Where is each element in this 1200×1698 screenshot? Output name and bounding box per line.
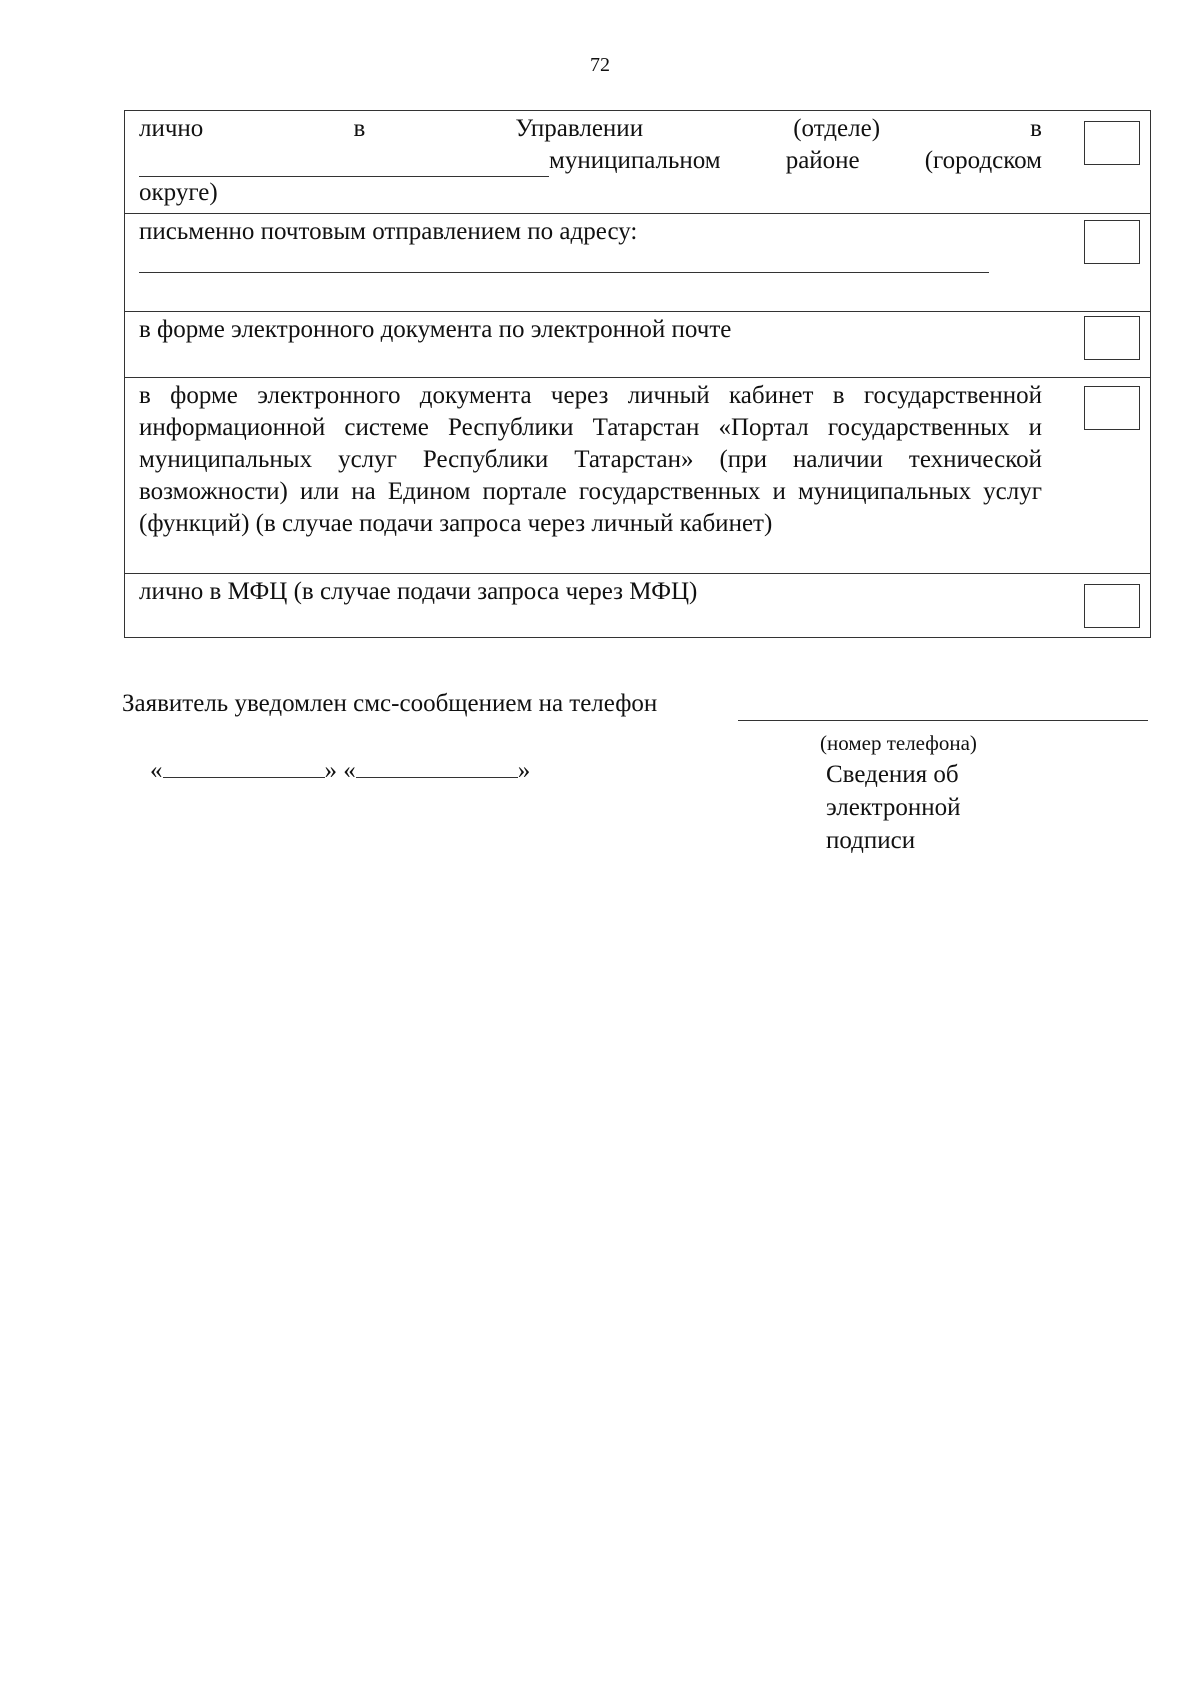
option-row-mfc [125, 574, 1151, 638]
option-row-personal-account [125, 378, 1151, 574]
quote-middle: » « [324, 757, 356, 784]
signature-info-line: подписи [826, 827, 916, 854]
office-name-blank[interactable] [139, 152, 549, 177]
option-checkbox-cell [1054, 378, 1151, 574]
checkbox-in-person-office[interactable] [1084, 121, 1140, 165]
option-word: лично [139, 115, 204, 142]
quote-close: » [517, 757, 531, 784]
date-month-blank[interactable] [356, 755, 518, 778]
option-text-in-person-office [125, 111, 1055, 214]
page-number: 72 [590, 54, 610, 76]
option-row-in-person-office [125, 111, 1151, 214]
option-word: в [1030, 115, 1042, 142]
option-line-3: округе) [139, 179, 218, 206]
checkbox-postal[interactable] [1084, 220, 1140, 264]
option-word: в [353, 115, 366, 142]
option-checkbox-cell [1054, 312, 1151, 378]
option-word: муниципальном [549, 147, 721, 174]
option-word: (отделе) [793, 115, 881, 142]
option-word: районе [785, 147, 860, 174]
checkbox-email[interactable] [1084, 316, 1140, 360]
phone-number-blank[interactable] [738, 720, 1148, 721]
option-text-email: в форме электронного документа по электронной почте [125, 312, 1055, 378]
signature-info-line: электронной [826, 794, 961, 821]
option-checkbox-cell [1054, 574, 1151, 638]
option-text-postal [125, 214, 1055, 312]
sms-notice: Заявитель уведомлен смс-сообщением на телефон [122, 690, 658, 717]
date-day-blank[interactable] [163, 755, 325, 778]
signature-info [826, 758, 1026, 857]
checkbox-mfc[interactable] [1084, 584, 1140, 628]
option-row-postal [125, 214, 1151, 312]
address-line-wrap [139, 248, 1042, 278]
delivery-options-table [124, 110, 1151, 638]
option-word: (городском [924, 147, 1042, 174]
date-fields [150, 755, 530, 787]
address-blank[interactable] [139, 248, 989, 273]
option-line-1 [139, 113, 1042, 145]
quote-open: « [150, 757, 163, 784]
checkbox-personal-account[interactable] [1084, 386, 1140, 430]
signature-info-line: Сведения об [826, 761, 959, 788]
option-text-mfc: лично в МФЦ (в случае подачи запроса через МФЦ) [125, 574, 1055, 638]
option-checkbox-cell [1054, 111, 1151, 214]
option-line-2 [139, 145, 1042, 177]
option-label-postal: письменно почтовым отправлением по адресу: [139, 218, 638, 245]
option-word: Управлении [515, 115, 644, 142]
option-text-personal-account: в форме электронного документа через личный кабинет в государственной информационной системе Республики Татарстан «Портал государственных и муниципальных услуг Республики Татарстан» (при наличии технической возможности) или на Едином портале государственных и муниципальных услуг (функций) (в случае подачи запроса через личный кабинет) [125, 378, 1055, 574]
option-line-2-left [139, 145, 721, 177]
phone-caption: (номер телефона) [820, 731, 977, 755]
option-checkbox-cell [1054, 214, 1151, 312]
option-row-email [125, 312, 1151, 378]
